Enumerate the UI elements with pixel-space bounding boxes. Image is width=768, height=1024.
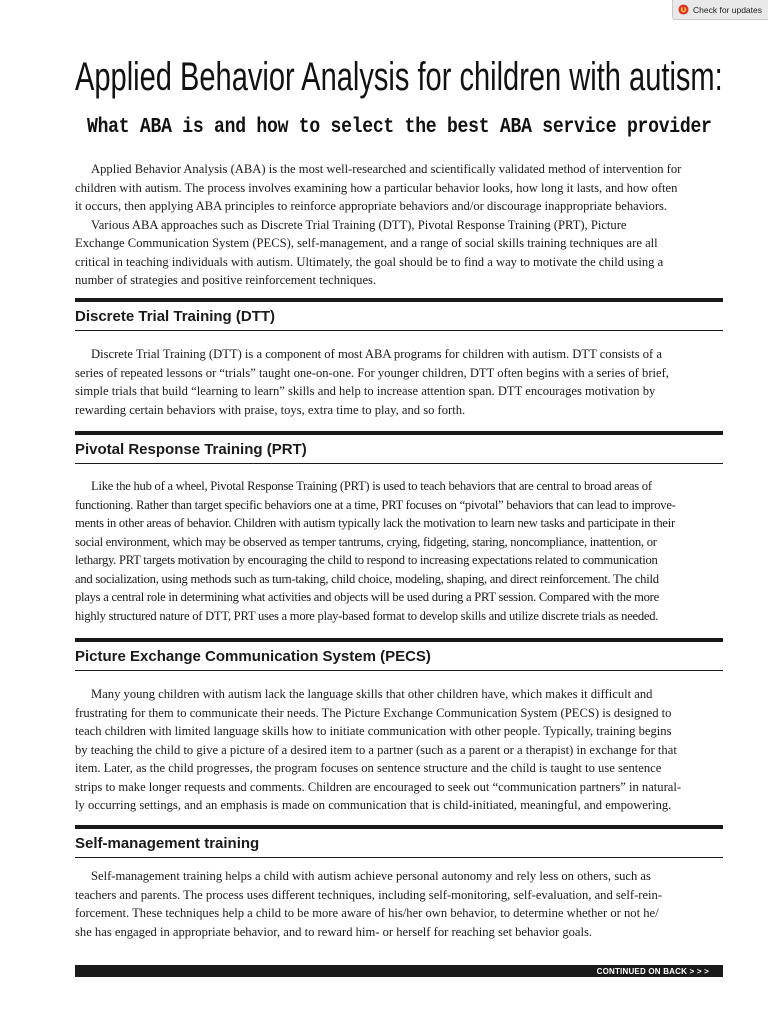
section-header-self-management [75,825,723,858]
section-title: Discrete Trial Training (DTT) [75,308,276,325]
text-line: social environment, which may be observed as temper tantrums, crying, fidgeting, staring, noncompliance, inattention, or [75,534,657,549]
text-line: ments in other areas of behavior. Children with autism typically lack the motivation to learn new tasks and participate in their [75,516,675,530]
section-body-pecs [75,685,723,815]
text-line: teach children with limited language skills how to initiate communication with other people. Typically, training begins [75,724,672,738]
check-for-updates-badge[interactable] [672,0,768,20]
intro-block [75,160,723,290]
section-title: Pivotal Response Training (PRT) [75,441,307,458]
check-updates-icon [678,4,689,15]
section-title: Self-management training [75,835,260,852]
text-line: Exchange Communication System (PECS), self-management, and a range of social skills training techniques are all [75,236,658,250]
text-line: highly structured nature of DTT, PRT uses a more play-based format to develop skills and utilize discrete trials as needed. [75,608,659,623]
text-line: Many young children with autism lack the language skills that other children have, which makes it difficult and [91,687,653,701]
text-line: functioning. Rather than target specific behaviors one at a time, PRT focuses on “pivotal” behaviors that can lead to improve- [75,497,676,512]
section-header-dtt [75,298,723,331]
text-line: critical in teaching individuals with autism. Ultimately, the goal should be to find a way to motivate the child using a [75,254,664,269]
check-updates-label: Check for updates [693,4,762,15]
text-line: forcement. These techniques help a child to be more aware of his/her own behavior, to determine whether or not he/ [75,906,659,920]
text-line: Like the hub of a wheel, Pivotal Response Training (PRT) is used to teach behaviors that are central to broad areas of [91,479,652,493]
text-line: lethargy. PRT targets motivation by encouraging the child to respond to increasing expectations related to communication [75,553,658,567]
section-body-self-management [75,867,723,941]
text-line: and socialization, using methods such as turn-taking, child choice, modeling, shaping, and direct reinforcement. The child [75,571,659,586]
section-paragraph [75,867,723,941]
text-line: Various ABA approaches such as Discrete Trial Training (DTT), Pivotal Response Training (PRT), Picture [91,217,627,232]
intro-paragraph-1 [75,160,723,216]
text-line: teachers and parents. The process uses different techniques, including self-monitoring, self-evaluation, and self-rein- [75,887,663,902]
section-paragraph [75,477,723,625]
page-title: Applied Behavior Analysis for children with autism: [75,55,723,99]
page-subtitle: What ABA is and how to select the best ABA service provider [86,115,712,139]
text-line: children with autism. The process involves examining how a particular behavior looks, how long it lasts, and how often [75,180,678,195]
text-line: series of repeated lessons or “trials” taught one-on-one. For younger children, DTT often begins with a series of brief, [75,365,669,380]
text-line: strips to make longer requests and comments. Children are encouraged to seek out “communication partners” in natural- [75,779,682,794]
text-line: Applied Behavior Analysis (ABA) is the most well-researched and scientifically validated method of intervention for [91,162,682,176]
text-line: by teaching the child to give a picture of a desired item to a partner (such as a parent or a therapist) in exchange for that [75,742,677,757]
section-body-dtt [75,345,723,419]
text-line: ly occurring settings, and an emphasis is made on communication that is child-initiated, meaningful, and empowering. [75,798,672,812]
section-paragraph [75,345,723,419]
text-line: number of strategies and positive reinforcement techniques. [75,273,377,287]
text-line: rewarding certain behaviors with praise, toys, extra time to play, and so forth. [75,402,466,417]
text-line: plays a central role in determining what activities and objects will be used during a PRT session. Compared with the more [75,590,659,604]
text-line: Discrete Trial Training (DTT) is a component of most ABA programs for children with autism. DTT consists of a [91,347,662,361]
text-line: simple trials that build “learning to learn” skills and help to increase attention span. DTT encourages motivation by [75,384,656,398]
text-line: frustrating for them to communicate their needs. The Picture Exchange Communication System (PECS) is designed to [75,705,672,720]
section-header-prt [75,431,723,464]
text-line: it occurs, then applying ABA principles to reinforce appropriate behaviors and/or discourage inappropriate behaviors. [75,199,668,213]
intro-paragraph-2 [75,216,723,290]
section-body-prt [75,477,723,625]
continued-on-back-bar [75,965,723,977]
text-line: she has engaged in appropriate behavior, and to reward him- or herself for reaching set behavior goals. [75,924,593,939]
section-paragraph [75,685,723,815]
text-line: item. Later, as the child progresses, the program focuses on sentence structure and the child is taught to use sentence [75,761,662,775]
section-header-pecs [75,638,723,671]
continued-label: CONTINUED ON BACK > > > [596,966,709,976]
text-line: Self-management training helps a child with autism achieve personal autonomy and rely less on others, such as [91,869,651,883]
section-title: Picture Exchange Communication System (PECS) [75,648,431,665]
